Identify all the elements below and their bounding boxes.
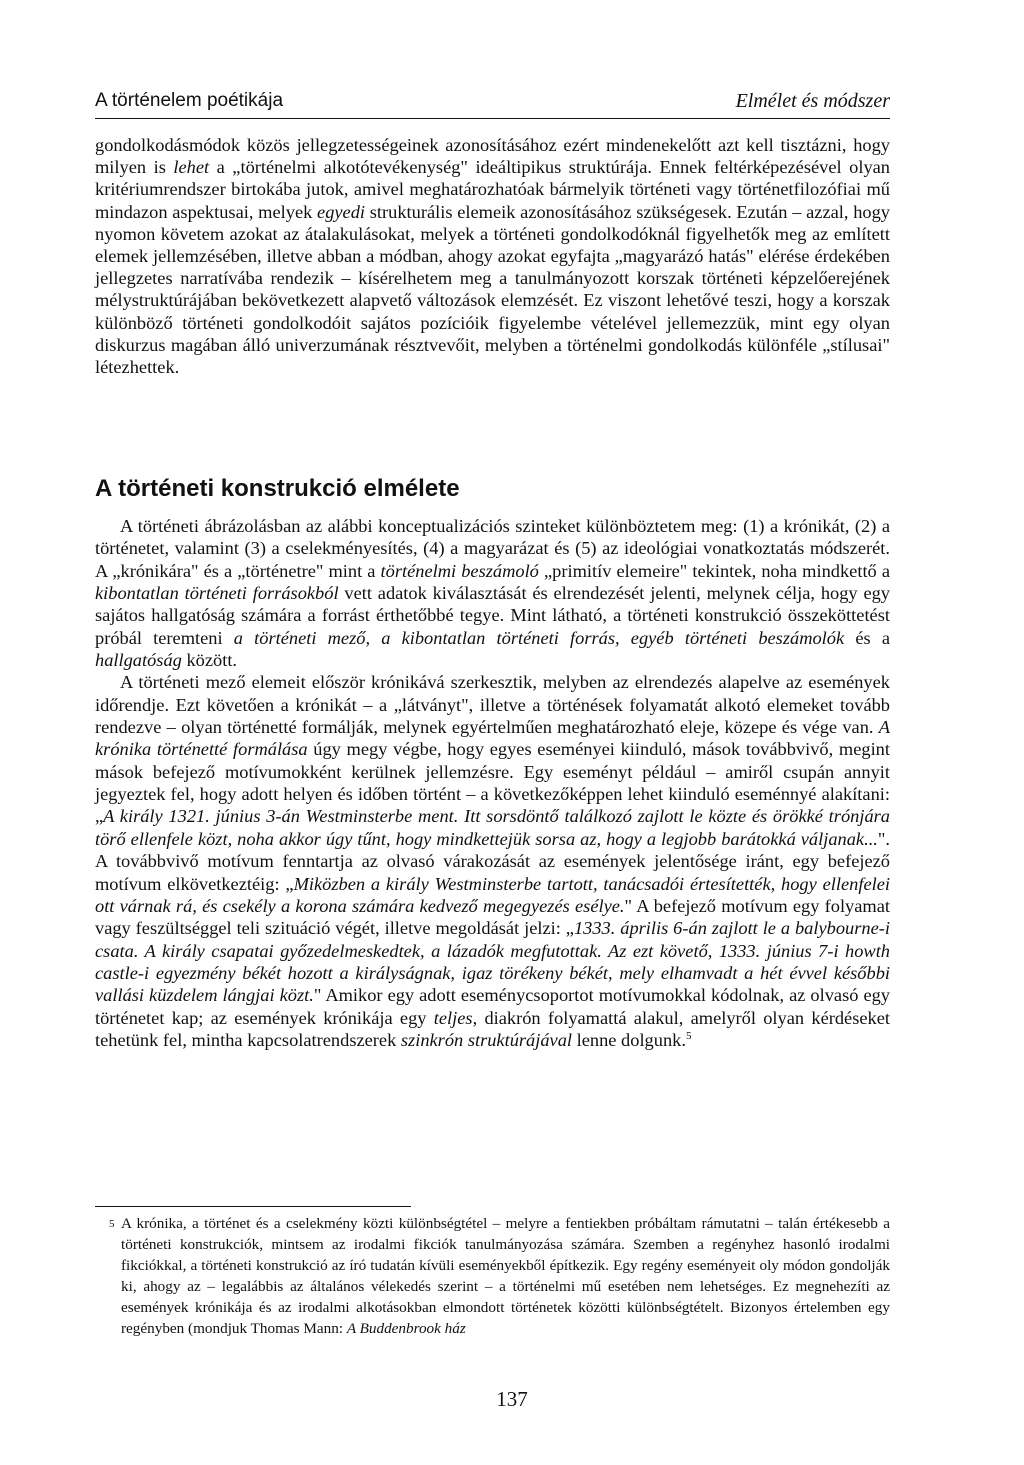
text-run: A történeti ábrázolásban az alábbi konceptualizációs szinteket különböztetem meg: (1) a krónikát, (2) a történetet, valamint (3) a cselekményesítés, (4) a magyarázat és (5) az ideológiai vonatkoztatás módszerét. A „krónikára" és a „történetre" mint a — [95, 516, 890, 581]
section-paragraph-1 — [95, 515, 890, 671]
intro-text — [95, 134, 890, 378]
italic-run: hallgatóság — [95, 650, 182, 671]
italic-run: történelmi beszámoló — [380, 560, 539, 581]
text-run: között. — [181, 650, 238, 671]
section-paragraph-2 — [95, 671, 890, 1051]
text-run: úgy megy végbe, hogy egyes eseményei kiinduló, mások továbbvivő, megint mások befejező motívumokként kerülnek jellemzésre. Egy eseményt például – amiről csupán annyit jegyeztek fel, hogy adott helyen és időben történt – a következőképpen lehet kiinduló eseménnyé alakítani: „ — [95, 739, 890, 827]
text-run: és a — [844, 627, 890, 648]
footnote-text — [95, 1214, 890, 1339]
italic-run: teljes — [433, 1007, 473, 1028]
italic-run: A Buddenbrook ház — [346, 1319, 466, 1337]
italic-run: szinkrón struktúrájával — [400, 1029, 573, 1050]
italic-run: lehet — [173, 157, 210, 178]
text-run: ". A továbbvivő motívum fenntartja az olvasó várakozását az események jelentősége iránt, egy befejező motívum elkövetkeztéig: „ — [95, 828, 890, 894]
italic-run: kibontatlan történeti forrásokból — [95, 583, 339, 604]
text-run: A történeti mező elemeit először krónikává szerkesztik, melyben az elrendezés alapelve az események időrendje. Ezt követően a krónikát – a „látványt", illetve a történések folyamatát alkotó elemeket tovább rendezve – olyan történetté formálják, melynek egyértelműen meghatározható eleje, közepe és vége van. — [95, 672, 890, 738]
text-run: , diakrón folyamattá alakul, amelyről olyan kérdéseket tehetünk fel, mintha kapcsolatrendszerek — [95, 1007, 890, 1050]
text-run: „primitív elemeire" tekintek, noha mindkettő a — [538, 560, 891, 581]
text-run: " A befejező motívum egy folyamat vagy feszültséggel teli szituáció végét, illetve megoldását jelzi: „ — [95, 895, 890, 939]
italic-run: Miközben a király Westminsterbe tartott, tanácsadói értesítették, hogy ellenfelei ott várnak rá, és csekély a korona számára kedvező megegyezés esélye. — [95, 873, 890, 916]
italic-run: egyedi — [317, 201, 366, 222]
intro-paragraph — [95, 134, 890, 378]
section-heading: A történeti konstrukció elmélete — [95, 475, 460, 502]
text-run: A krónika, a történet és a cselekmény közti különbségtétel – melyre a fentiekben próbáltam rámutatni – talán értékesebb a történeti konstrukciók, mintsem az irodalmi fikciók tanulmányozása számára. Szemben a regényhez hasonló irodalmi fikciókkal, a történeti konstrukció az író tudatán kívüli eseményekből építkezik. Egy regény eseményeit oly módon gondolják ki, ahogy az – legalábbis az általános vélekedés szerint – a történelmi mű esetében nem lehetséges. Ez megnehezíti az események krónikája és az irodalmi alkotásokban elmondott történetek közötti különbségtételt. Bizonyos értelemben egy regényben (mondjuk Thomas Mann: — [121, 1215, 890, 1337]
italic-run: A krónika történetté formálása — [95, 717, 890, 760]
header-chapter-title: Elmélet és módszer — [735, 90, 890, 112]
running-header — [95, 88, 890, 119]
footnote-number: 5 — [109, 1218, 115, 1230]
footnote-separator — [95, 1206, 411, 1207]
text-run: gondolkodásmódok közös jellegzetességeinek azonosításához ezért mindenekelőtt azt kell tisztázni, hogy milyen is — [95, 135, 890, 178]
footnote — [95, 1214, 890, 1339]
footnote-reference[interactable]: 5 — [685, 1029, 692, 1042]
header-book-title: A történelem poétikája — [95, 90, 284, 111]
italic-run: a történeti mező, a kibontatlan történeti forrás, egyéb történeti beszámolók — [233, 627, 845, 648]
text-run: " Amikor egy adott eseménycsoportot motívumokkal kódolnak, az olvasó egy történetet kap; az események krónikája egy — [95, 985, 890, 1028]
text-run: lenne dolgunk. — [572, 1029, 686, 1050]
italic-run: 1333. április 6-án zajlott le a balybourne-i csata. A király csapatai győzedelmeskedtek, a lázadók megfutottak. Az ezt követő, 1333. június 7-i howth castle-i egyezmény békét hozott a királyságnak, igaz törékeny békét, mely elhamvadt a hét évvel későbbi vallási küzdelem lángjai közt. — [95, 918, 890, 1006]
text-run: vett adatok kiválasztását és elrendezését jelenti, melynek célja, hogy egy sajátos hallgatóság számára a forrást érthetőbbé tegye. Mint látható, a történeti konstrukció összeköttetést próbál teremteni — [95, 583, 891, 648]
italic-run: A király 1321. június 3-án Westminsterbe ment. Itt sorsdöntő találkozó zajlott le közte és örökké trónjára törő ellenfele közt, noha akkor úgy tűnt, hogy mindkettejük sorsa az, hogy a legjobb barátokká váljanak... — [95, 806, 890, 849]
section-body — [95, 515, 890, 1051]
text-run: a „történelmi alkotótevékenység" ideáltipikus struktúrája. Ennek feltérképezésével olyan kritériumrendszer birtokába jutok, amivel meghatározhatóak bármelyik történeti vagy történetfilozófiai mű mindazon aspektusai, melyek — [95, 157, 890, 222]
text-run: strukturális elemeik azonosításához szükségesek. Ezután – azzal, hogy nyomon követem azokat az átalakulásokat, melyek a történeti gondolkodóknál figyelhetők meg az említett elemek jellemzésében, illetve abban a módban, ahogy azokat egyfajta „magyarázó hatás" elérése érdekében jellegzetes narratívába rendezik – kísérelhetem meg a tanulmányozott korszak történeti képzelőerejének mélystruktúrájában bekövetkezett alapvető változások elemzését. Ez viszont lehetővé teszi, hogy a korszak különböző történeti gondolkodóit sajátos pozícióik figyelembe vételével jellemezzük, mint egy olyan diskurzus magában álló univerzumának résztvevőit, melyben a történelmi gondolkodás különféle „stílusai" létezhettek. — [95, 201, 890, 378]
page-number: 137 — [496, 1387, 528, 1411]
